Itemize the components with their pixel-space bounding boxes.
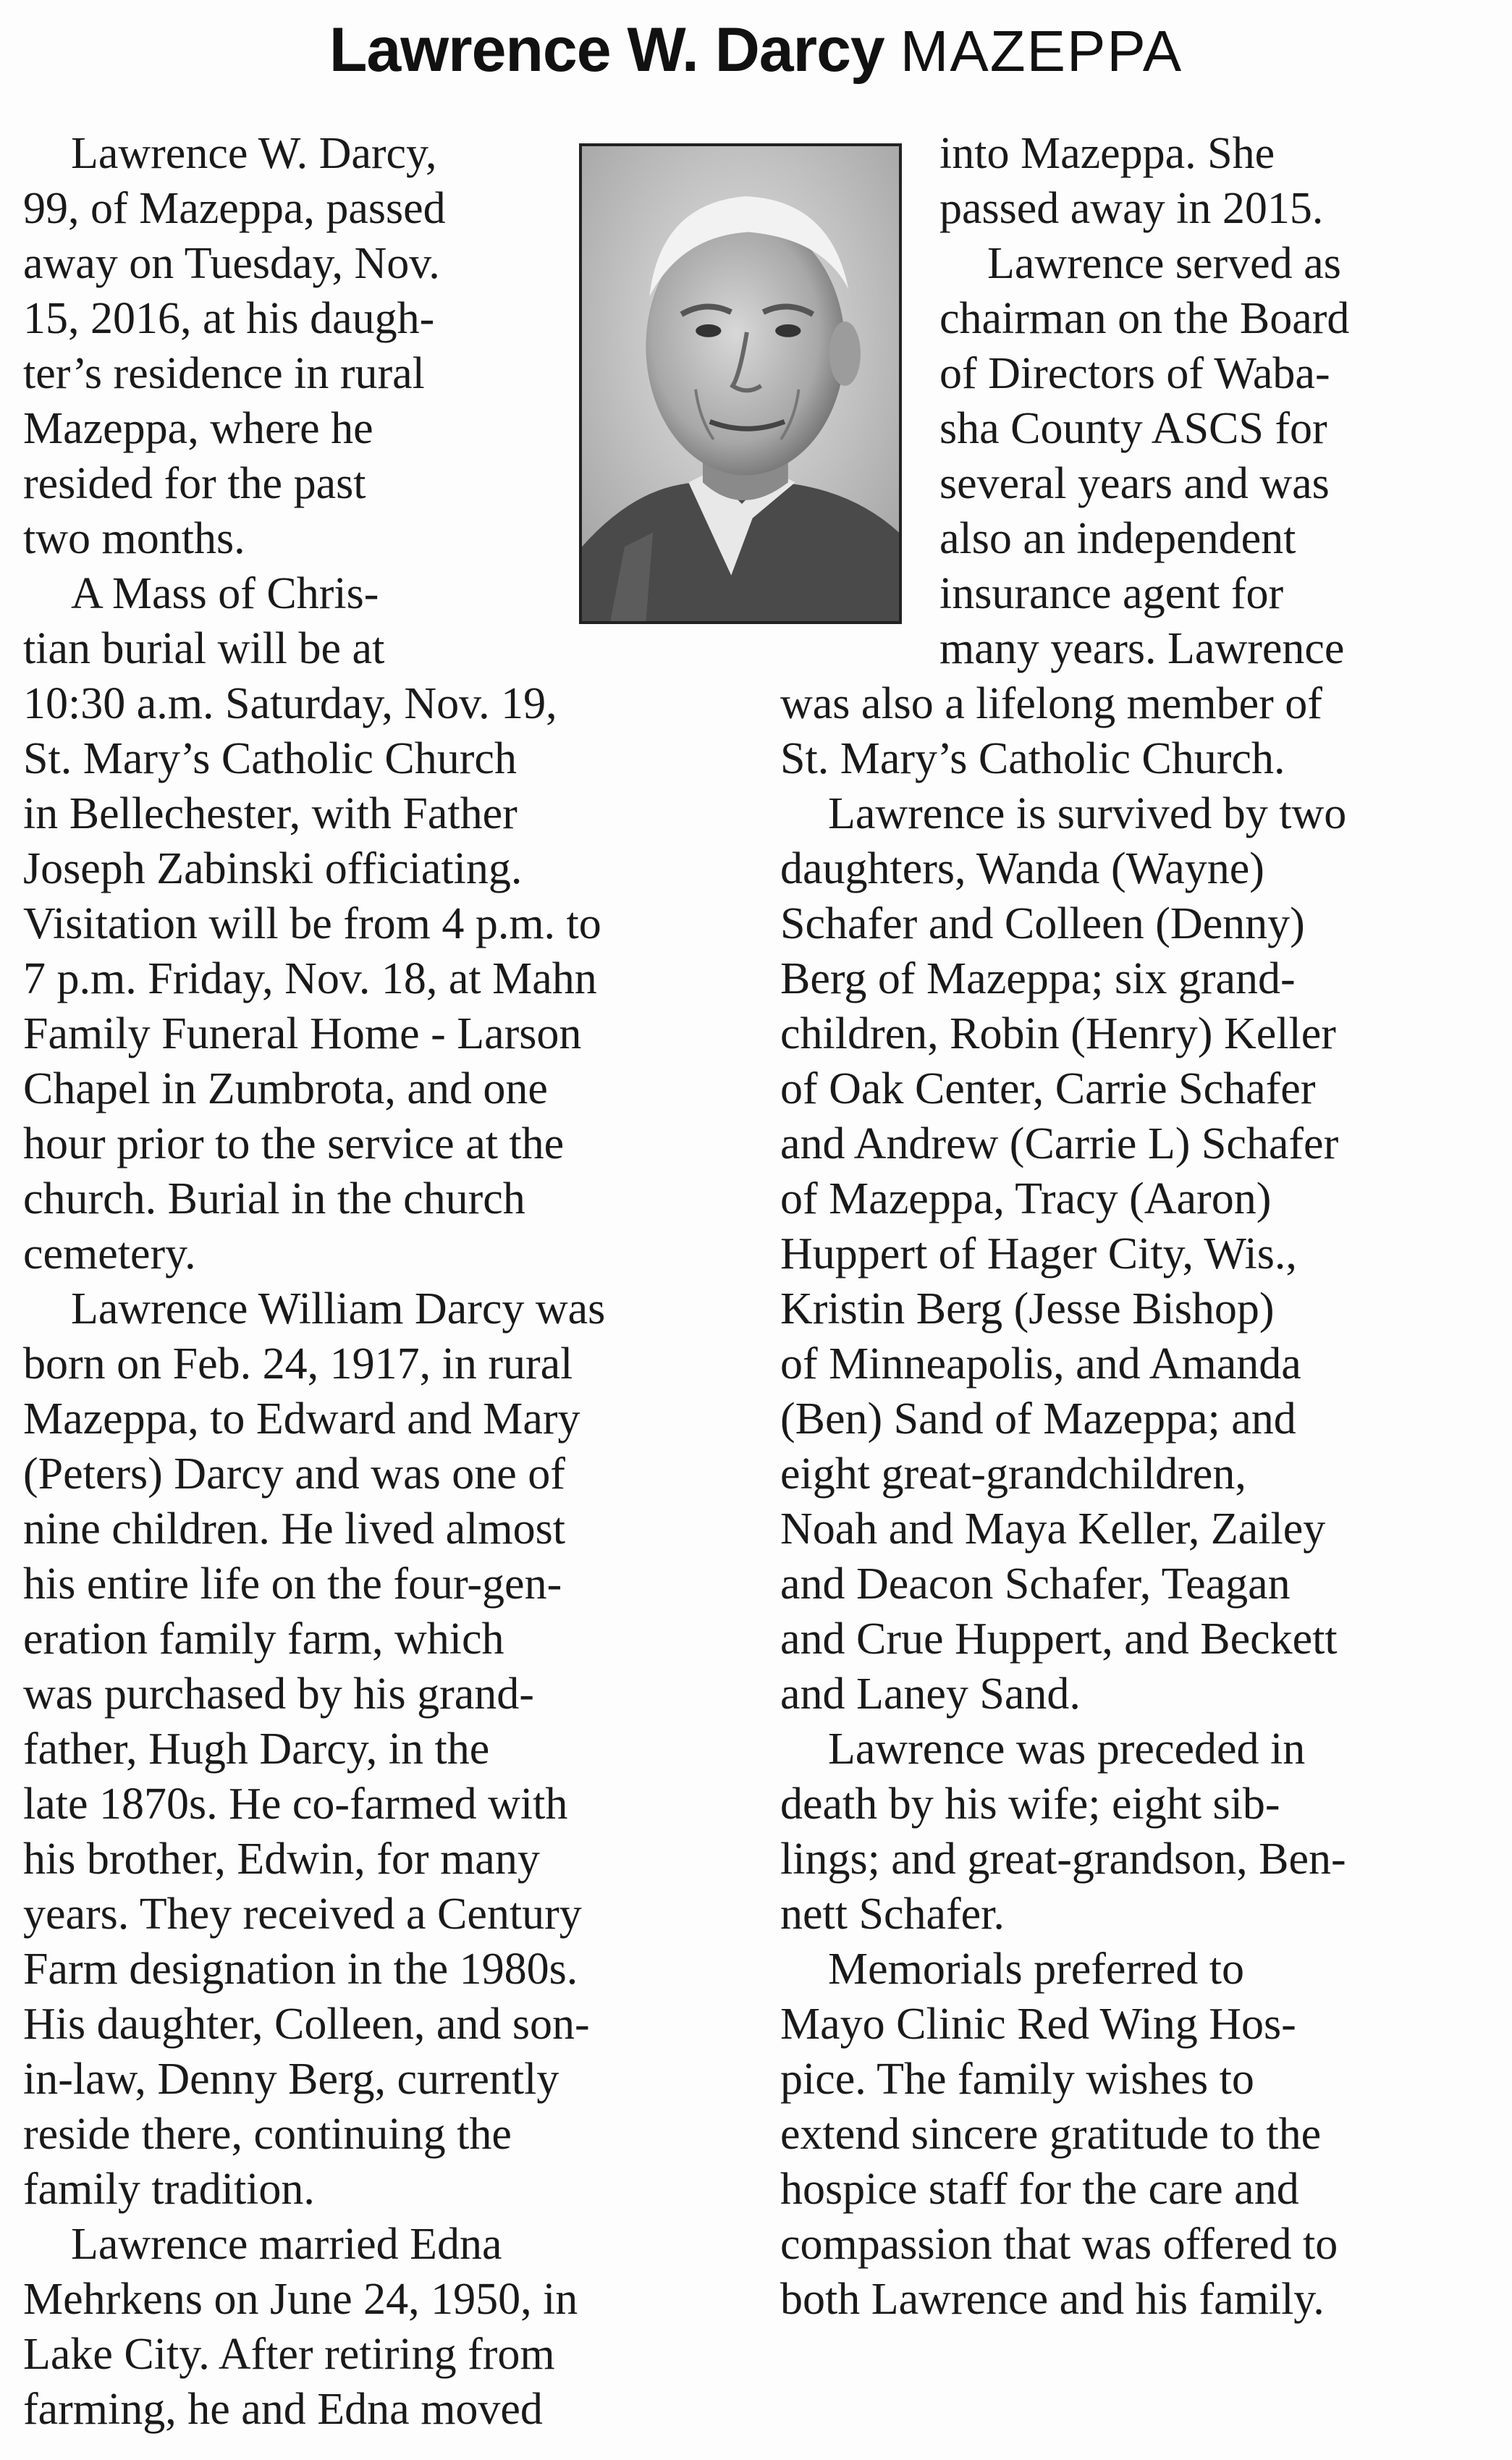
text-line: several years and was [939,459,1330,508]
text-line: father, Hugh Darcy, in the [23,1724,490,1774]
text-line: 99, of Mazeppa, passed [23,184,446,233]
text-line: reside there, continuing the [23,2110,512,2159]
obituary-headline [0,14,1512,86]
text-line: hospice staff for the care and [780,2165,1299,2214]
text-line: Lawrence was preceded in [828,1724,1306,1774]
text-line: Mazeppa, where he [23,404,373,453]
text-line: in-law, Denny Berg, currently [23,2055,559,2104]
left-column-text [23,126,605,2437]
text-line: His daughter, Colleen, and son- [23,2000,590,2049]
text-line: passed away in 2015. [939,184,1324,233]
text-line: St. Mary’s Catholic Church. [780,734,1285,783]
text-line: Lawrence W. Darcy, [71,129,437,178]
text-line: cemetery. [23,1229,196,1279]
text-line: Farm designation in the 1980s. [23,1945,578,1994]
text-line: born on Feb. 24, 1917, in rural [23,1339,573,1389]
text-line: daughters, Wanda (Wayne) [780,844,1264,893]
text-line: Mayo Clinic Red Wing Hos- [780,2000,1296,2049]
text-line: (Ben) Sand of Mazeppa; and [780,1394,1296,1444]
text-line: nine children. He lived almost [23,1504,565,1554]
text-line: also an independent [939,514,1296,563]
text-line: extend sincere gratitude to the [780,2110,1322,2159]
text-line: pice. The family wishes to [780,2055,1254,2104]
text-line: Kristin Berg (Jesse Bishop) [780,1284,1275,1334]
deceased-name: Lawrence W. Darcy [329,15,884,85]
text-line: of Directors of Waba- [939,349,1330,398]
right-column-text [780,126,1349,2327]
text-line: of Minneapolis, and Amanda [780,1339,1301,1389]
text-line: eration family farm, which [23,1614,504,1664]
text-line: years. They received a Century [23,1890,582,1939]
text-line: Chapel in Zumbrota, and one [23,1064,548,1113]
text-line: Lawrence William Darcy was [71,1284,606,1334]
text-line: Lawrence served as [987,239,1341,288]
text-line: of Oak Center, Carrie Schafer [780,1064,1316,1113]
text-line: insurance agent for [939,569,1284,618]
text-line: and Deacon Schafer, Teagan [780,1559,1291,1609]
text-line: Noah and Maya Keller, Zailey [780,1504,1326,1554]
text-line: Huppert of Hager City, Wis., [780,1229,1297,1279]
text-line: Joseph Zabinski officiating. [23,844,523,893]
text-line: many years. Lawrence [939,624,1345,673]
text-line: eight great-grandchildren, [780,1449,1246,1499]
text-line: farming, he and Edna moved [23,2385,543,2434]
text-line: away on Tuesday, Nov. [23,239,440,288]
text-line: family tradition. [23,2165,315,2214]
text-line: of Mazeppa, Tracy (Aaron) [780,1174,1272,1223]
text-line: Lawrence married Edna [71,2220,502,2269]
text-line: 10:30 a.m. Saturday, Nov. 19, [23,679,557,728]
text-line: church. Burial in the church [23,1174,525,1223]
text-line: Visitation will be from 4 p.m. to [23,899,601,948]
text-line: children, Robin (Henry) Keller [780,1009,1336,1058]
text-line: A Mass of Chris- [71,569,379,618]
text-line: Memorials preferred to [828,1945,1244,1994]
text-line: Mazeppa, to Edward and Mary [23,1394,580,1444]
text-line: was also a lifelong member of [780,679,1322,728]
text-line: resided for the past [23,459,366,508]
text-line: into Mazeppa. She [939,129,1275,178]
text-line: and Crue Huppert, and Beckett [780,1614,1338,1664]
text-line: (Peters) Darcy and was one of [23,1449,565,1499]
text-line: Family Funeral Home - Larson [23,1009,582,1058]
text-line: in Bellechester, with Father [23,789,518,838]
text-line: both Lawrence and his family. [780,2275,1325,2324]
text-line: nett Schafer. [780,1890,1005,1939]
text-line: 7 p.m. Friday, Nov. 18, at Mahn [23,954,597,1003]
text-line: his entire life on the four-gen- [23,1559,562,1609]
text-line: chairman on the Board [939,294,1350,343]
text-line: Mehrkens on June 24, 1950, in [23,2275,578,2324]
text-line: tian burial will be at [23,624,385,673]
hometown: MAZEPPA [900,19,1183,83]
text-line: death by his wife; eight sib- [780,1779,1280,1829]
text-line: late 1870s. He co-farmed with [23,1779,568,1829]
text-line: and Andrew (Carrie L) Schafer [780,1119,1339,1168]
text-line: 15, 2016, at his daugh- [23,294,435,343]
text-line: compassion that was offered to [780,2220,1338,2269]
text-line: ter’s residence in rural [23,349,425,398]
text-line: and Laney Sand. [780,1669,1081,1719]
text-line: was purchased by his grand- [23,1669,534,1719]
text-line: his brother, Edwin, for many [23,1835,540,1884]
text-line: sha County ASCS for [939,404,1327,453]
text-line: two months. [23,514,245,563]
text-line: Schafer and Colleen (Denny) [780,899,1305,948]
text-line: hour prior to the service at the [23,1119,565,1168]
text-line: St. Mary’s Catholic Church [23,734,517,783]
text-line: Lawrence is survived by two [828,789,1347,838]
text-line: lings; and great-grandson, Ben- [780,1835,1346,1884]
text-line: Berg of Mazeppa; six grand- [780,954,1296,1003]
text-line: Lake City. After retiring from [23,2330,555,2379]
